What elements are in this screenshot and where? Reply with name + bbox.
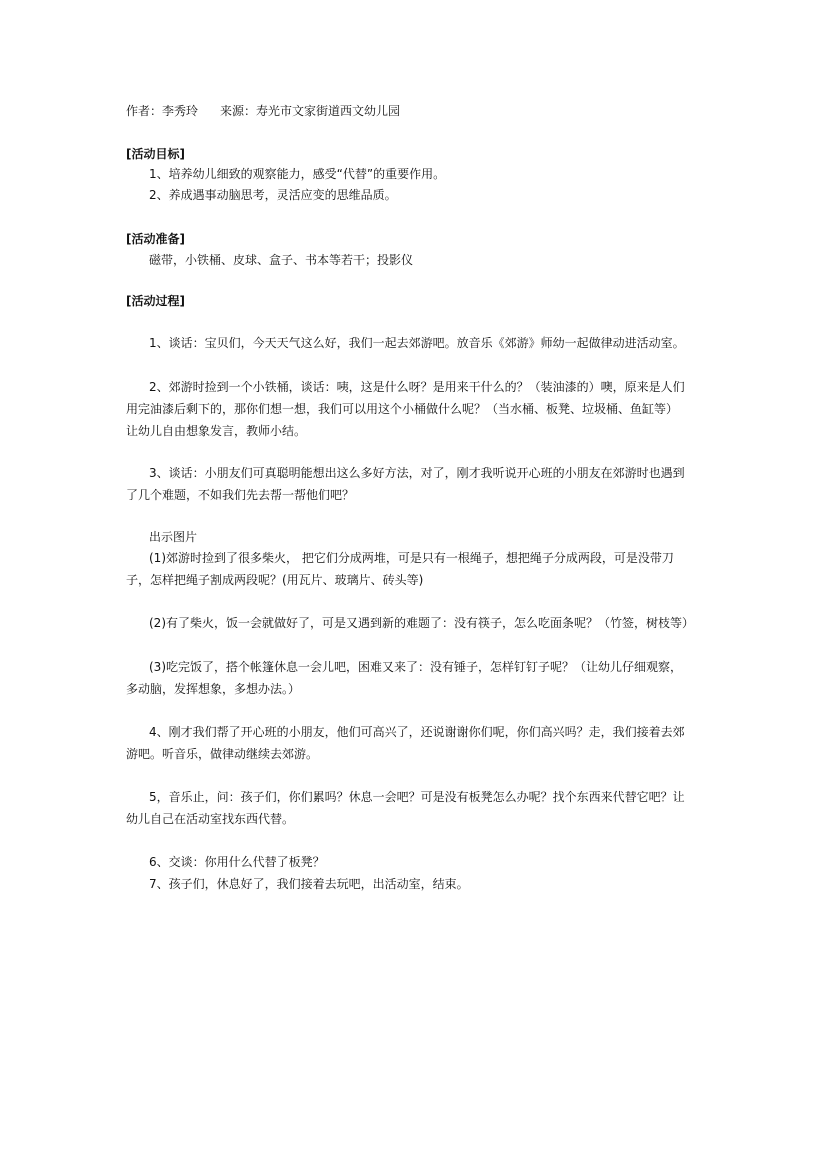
question-1-line-2: 子，怎样把绳子割成两段呢？(用瓦片、玻璃片、砖头等) xyxy=(126,573,424,587)
goals-heading: [活动目标] xyxy=(126,147,185,161)
process-step-5-line-1: 5，音乐止，问：孩子们，你们累吗？休息一会吧？可是没有板凳怎么办呢？找个东西来代替它吧？让 xyxy=(149,790,685,804)
goal-item-1: 1、培养幼儿细致的观察能力，感受“代替”的重要作用。 xyxy=(149,167,446,181)
show-pictures-label: 出示图片 xyxy=(149,530,198,544)
process-step-2-line-1: 2、郊游时捡到一个小铁桶，谈话：咦，这是什么呀？是用来干什么的？（装油漆的）噢，原来是人们 xyxy=(149,380,685,394)
process-step-5-line-2: 幼儿自己在活动室找东西代替。 xyxy=(126,812,295,826)
process-step-3-line-2: 了几个难题，不如我们先去帮一帮他们吧？ xyxy=(126,488,355,502)
author-source-line xyxy=(126,103,400,119)
process-step-3-line-1: 3、谈话：小朋友们可真聪明能想出这么多好方法，对了，刚才我听说开心班的小朋友在郊游时也遇到 xyxy=(149,466,685,480)
question-1-line-1: (1)郊游时捡到了很多柴火， 把它们分成两堆，可是只有一根绳子，想把绳子分成两段，可是没带刀 xyxy=(149,551,674,565)
prep-heading: [活动准备] xyxy=(126,232,185,246)
question-2: (2)有了柴火，饭一会就做好了，可是又遇到新的难题了：没有筷子，怎么吃面条呢？（竹签，树枝等） xyxy=(149,616,695,630)
process-step-2-line-2: 用完油漆后剩下的，那你们想一想，我们可以用这个小桶做什么呢？（当水桶、板凳、垃圾桶、鱼缸等） xyxy=(126,402,679,416)
goal-item-2: 2、养成遇事动脑思考，灵活应变的思维品质。 xyxy=(149,188,397,202)
process-step-7: 7、孩子们，休息好了，我们接着去玩吧，出活动室，结束。 xyxy=(149,877,469,891)
author-name: 李秀玲 xyxy=(162,104,199,118)
question-3-line-1: (3)吃完饭了，搭个帐篷休息一会儿吧，困难又来了：没有锤子，怎样钉钉子呢？（让幼儿仔细观察， xyxy=(149,660,683,674)
process-heading: [活动过程] xyxy=(126,294,185,308)
process-step-1: 1、谈话：宝贝们，今天天气这么好，我们一起去郊游吧。放音乐《郊游》师幼一起做律动进活动室。 xyxy=(149,336,685,350)
source-label: 来源： xyxy=(220,104,257,118)
process-step-2-line-3: 让幼儿自由想象发言，教师小结。 xyxy=(126,424,307,438)
source-name: 寿光市文家街道西文幼儿园 xyxy=(256,104,401,118)
process-step-4-line-2: 游吧。听音乐，做律动继续去郊游。 xyxy=(126,747,319,761)
prep-text: 磁带，小铁桶、皮球、盒子、书本等若干；投影仪 xyxy=(149,253,414,267)
process-step-6: 6、交谈：你用什么代替了板凳？ xyxy=(149,855,325,869)
question-3-line-2: 多动脑，发挥想象，多想办法。） xyxy=(126,682,301,696)
process-step-4-line-1: 4、刚才我们帮了开心班的小朋友，他们可高兴了，还说谢谢你们呢，你们高兴吗？走，我们接着去郊 xyxy=(149,725,685,739)
author-label: 作者： xyxy=(126,104,163,118)
